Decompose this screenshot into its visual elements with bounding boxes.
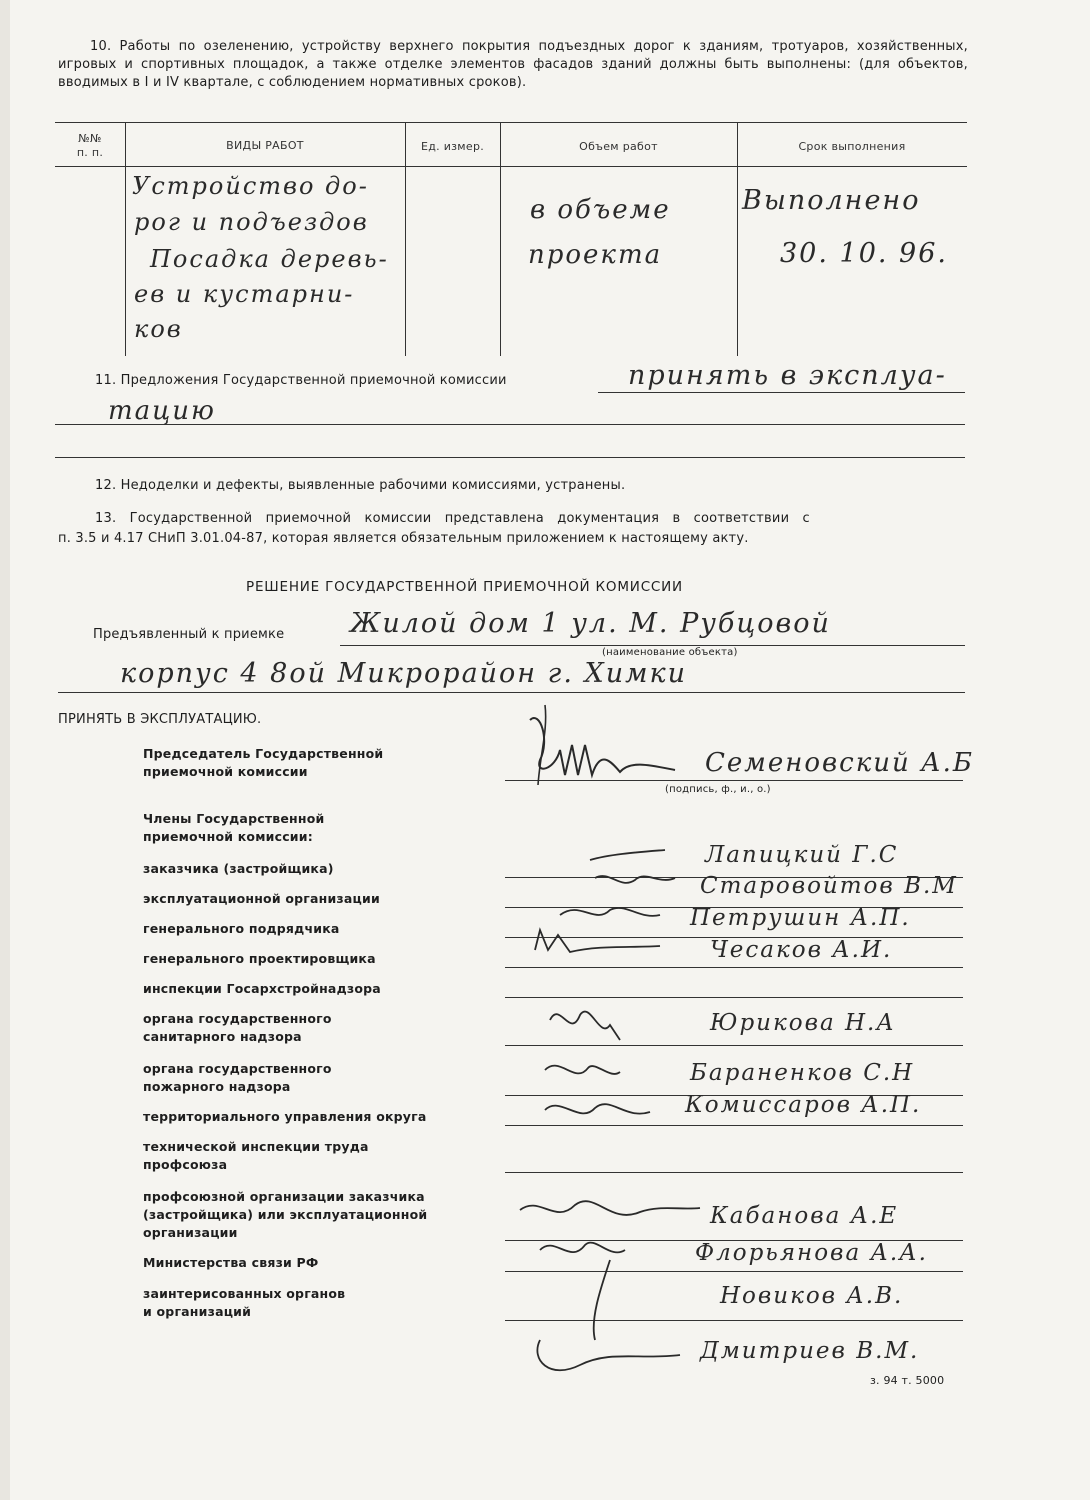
role-architecture-inspection: инспекции Госархстройнадзора bbox=[143, 981, 381, 996]
header-deadline: Срок выполнения bbox=[798, 140, 906, 153]
decision-title: РЕШЕНИЕ ГОСУДАРСТВЕННОЙ ПРИЕМОЧНОЙ КОМИССИИ bbox=[246, 579, 683, 595]
member-name-1: Лапицкий Г.С bbox=[705, 842, 899, 868]
scan-left-edge bbox=[0, 0, 10, 1500]
role-ministry-communications: Министерства связи РФ bbox=[143, 1255, 319, 1270]
header-volume: Объем работ bbox=[579, 140, 658, 153]
member-name-3: Петрушин А.П. bbox=[690, 905, 911, 931]
section-11-hw-1: принять в эксплуа- bbox=[628, 360, 947, 391]
work-line-3: Посадка деревь- bbox=[150, 245, 389, 273]
header-number: №№ п. п. bbox=[76, 132, 104, 159]
chairman-role: Председатель Государственной приемочной комиссии bbox=[143, 746, 384, 779]
section-11-hw-2: тацию bbox=[108, 396, 216, 426]
chairman-signature bbox=[510, 700, 690, 790]
member-name-4: Чесаков А.И. bbox=[710, 937, 893, 963]
presented-label: Предъявленный к приемке bbox=[93, 627, 285, 642]
member-signatures-scribbles bbox=[500, 840, 720, 1400]
role-customer: заказчика (застройщика) bbox=[143, 861, 334, 876]
role-sanitary-supervision: органа государственного санитарного надзора bbox=[143, 1011, 332, 1044]
work-line-5: ков bbox=[134, 315, 183, 343]
members-heading: Члены Государственной приемочной комиссии: bbox=[143, 811, 325, 844]
member-name-6: Бараненков С.Н bbox=[690, 1060, 915, 1086]
header-work-types: ВИДЫ РАБОТ bbox=[226, 139, 304, 152]
member-name-5: Юрикова Н.А bbox=[710, 1010, 896, 1036]
member-name-11: Дмитриев В.М. bbox=[700, 1338, 920, 1364]
section-13-line-2: п. 3.5 и 4.17 СНиП 3.01.04-87, которая является обязательным приложением к настоящему акту. bbox=[58, 531, 749, 546]
work-line-1: Устройство до- bbox=[132, 172, 369, 200]
section-13-line-1: 13. Государственной приемочной комиссии представлена документация в соответствии с bbox=[95, 511, 810, 526]
object-name-line-1: Жилой дом 1 ул. М. Рубцовой bbox=[350, 608, 831, 639]
role-general-designer: генерального проектировщика bbox=[143, 951, 376, 966]
section-11-label: 11. Предложения Государственной приемочной комиссии bbox=[95, 373, 507, 388]
deadline-line-2: 30. 10. 96. bbox=[780, 238, 948, 269]
object-caption: (наименование объекта) bbox=[602, 647, 738, 658]
member-name-9: Флорьянова А.А. bbox=[695, 1240, 928, 1266]
section-12-text: 12. Недоделки и дефекты, выявленные рабочими комиссиями, устранены. bbox=[95, 478, 626, 493]
role-labour-inspection: технической инспекции труда профсоюза bbox=[143, 1139, 369, 1172]
member-name-2: Старовойтов В.М bbox=[700, 873, 958, 899]
deadline-line-1: Выполнено bbox=[742, 185, 921, 216]
volume-line-1: в объеме bbox=[530, 195, 671, 225]
header-unit: Ед. измер. bbox=[420, 140, 485, 153]
role-territorial-administration: территориального управления округа bbox=[143, 1109, 427, 1124]
work-line-4: ев и кустарни- bbox=[134, 280, 355, 308]
role-interested-organizations: заинтерисованных органов и организаций bbox=[143, 1286, 346, 1319]
chairman-name: Семеновский А.Б bbox=[705, 748, 975, 778]
member-name-7: Комиссаров А.П. bbox=[685, 1092, 922, 1118]
print-mark: з. 94 т. 5000 bbox=[870, 1374, 945, 1387]
section-10-text: 10. Работы по озеленению, устройству верхнего покрытия подъездных дорог к зданиям, тротуаров, хозяйственных, игровых и спортивных площадок, а также отделке элементов фасадов зданий должны быть выполнены: (для объектов, вводимых в I и IV квартале, с соблюдением нормативных сроков). bbox=[58, 39, 968, 90]
signature-caption: (подпись, ф., и., о.) bbox=[665, 784, 771, 795]
object-name-line-2: корпус 4 8ой Микрорайон г. Химки bbox=[120, 658, 687, 689]
work-line-2: рог и подъездов bbox=[134, 208, 369, 236]
volume-line-2: проекта bbox=[528, 240, 663, 270]
role-operator: эксплуатационной организации bbox=[143, 891, 380, 906]
role-fire-supervision: органа государственного пожарного надзора bbox=[143, 1061, 332, 1094]
member-name-8: Кабанова А.Е bbox=[710, 1203, 899, 1229]
accept-statement: ПРИНЯТЬ В ЭКСПЛУАТАЦИЮ. bbox=[58, 712, 262, 727]
member-name-10: Новиков А.В. bbox=[720, 1283, 904, 1309]
role-general-contractor: генерального подрядчика bbox=[143, 921, 340, 936]
role-trade-union: профсоюзной организации заказчика (застройщика) или эксплуатационной организации bbox=[143, 1189, 428, 1240]
